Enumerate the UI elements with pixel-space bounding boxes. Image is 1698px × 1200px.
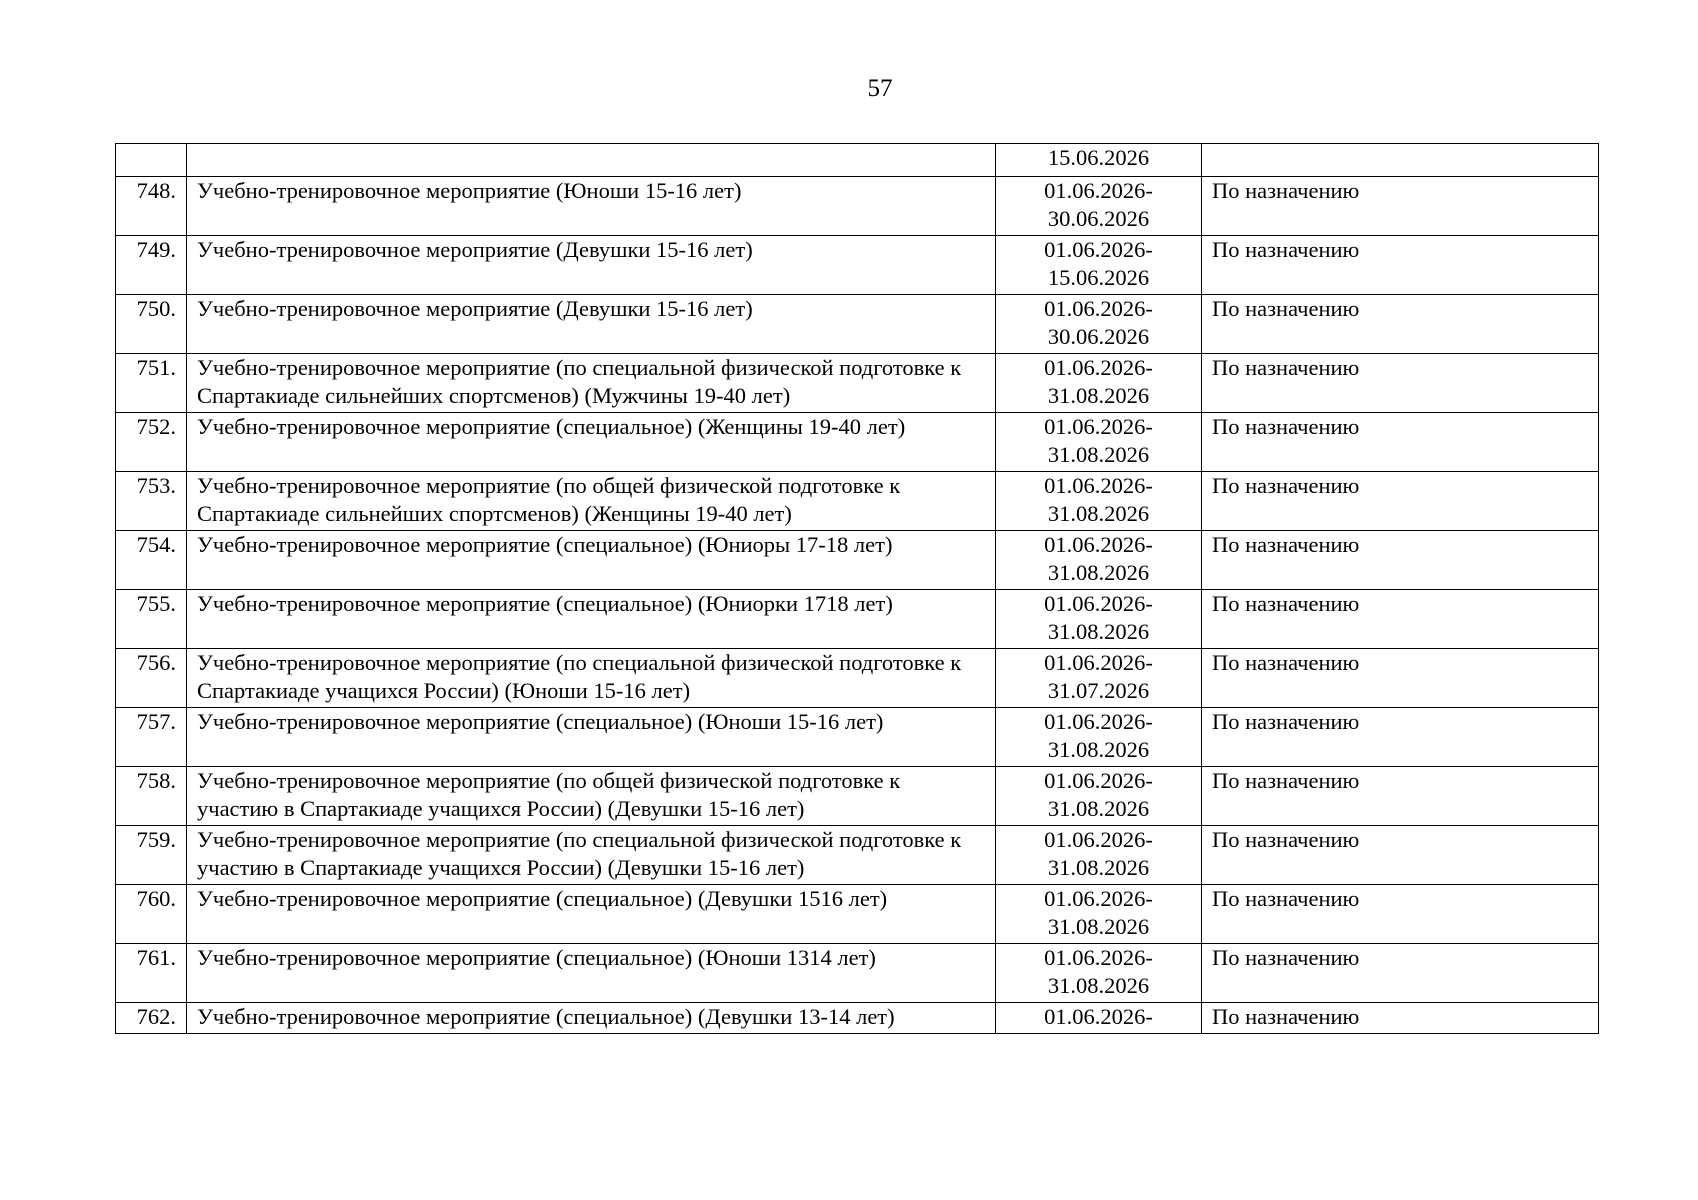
place-cell: По назначению xyxy=(1202,1003,1599,1034)
date-start: 01.06.2026- xyxy=(1044,709,1153,734)
date-end: 30.06.2026 xyxy=(1047,324,1150,349)
event-name-cell: Учебно-тренировочное мероприятие (по специальной физической подготовке к Спартакиаде сильнейших спортсменов) (Мужчины 19-40 лет) xyxy=(187,354,996,413)
row-number-cell: 762. xyxy=(116,1003,187,1034)
date-end: 31.08.2026 xyxy=(1047,796,1150,821)
place-cell: По назначению xyxy=(1202,826,1599,885)
row-number-cell: 761. xyxy=(116,944,187,1003)
place-cell: По назначению xyxy=(1202,531,1599,590)
table-row xyxy=(116,944,1599,1003)
place-cell: По назначению xyxy=(1202,590,1599,649)
date-cell xyxy=(996,590,1202,649)
date-cell xyxy=(996,885,1202,944)
event-name-cell: Учебно-тренировочное мероприятие (по специальной физической подготовке к Спартакиаде учащихся России) (Юноши 15-16 лет) xyxy=(187,649,996,708)
event-name-cell: Учебно-тренировочное мероприятие (Девушки 15-16 лет) xyxy=(187,295,996,354)
date-start: 01.06.2026- xyxy=(1044,355,1153,380)
date-end: 31.08.2026 xyxy=(1047,442,1150,467)
row-number-cell: 759. xyxy=(116,826,187,885)
table-row xyxy=(116,531,1599,590)
date-cell xyxy=(996,144,1202,177)
table-row xyxy=(116,649,1599,708)
date-cell xyxy=(996,177,1202,236)
date-cell xyxy=(996,1003,1202,1034)
date-start: 01.06.2026- xyxy=(1044,591,1153,616)
date-cell xyxy=(996,413,1202,472)
date-start: 01.06.2026- xyxy=(1044,945,1153,970)
place-cell xyxy=(1202,144,1599,177)
date-end: 31.08.2026 xyxy=(1047,914,1150,939)
row-number-cell: 749. xyxy=(116,236,187,295)
table-row xyxy=(116,413,1599,472)
row-number-cell: 757. xyxy=(116,708,187,767)
date-start: 01.06.2026- xyxy=(1044,827,1153,852)
table-row xyxy=(116,708,1599,767)
page-number: 57 xyxy=(867,75,893,102)
date-end: 31.08.2026 xyxy=(1047,383,1150,408)
place-cell: По назначению xyxy=(1202,649,1599,708)
row-number-cell: 758. xyxy=(116,767,187,826)
row-number-cell: 753. xyxy=(116,472,187,531)
date-end: 31.08.2026 xyxy=(1047,560,1150,585)
date-start: 01.06.2026- xyxy=(1044,886,1153,911)
date-end: 31.08.2026 xyxy=(1047,619,1150,644)
place-cell: По назначению xyxy=(1202,472,1599,531)
table-row xyxy=(116,767,1599,826)
date-cell xyxy=(996,708,1202,767)
date-start: 01.06.2026- xyxy=(1044,296,1153,321)
events-table xyxy=(115,143,1599,1034)
date-cell xyxy=(996,295,1202,354)
event-name-cell: Учебно-тренировочное мероприятие (специальное) (Юноши 15-16 лет) xyxy=(187,708,996,767)
date-start: 01.06.2026- xyxy=(1044,768,1153,793)
date-cell xyxy=(996,826,1202,885)
date-cell xyxy=(996,236,1202,295)
row-number-cell xyxy=(116,144,187,177)
date-cell xyxy=(996,649,1202,708)
date-start: 01.06.2026- xyxy=(1044,473,1153,498)
table-row xyxy=(116,590,1599,649)
date-cell xyxy=(996,767,1202,826)
date-start: 01.06.2026- xyxy=(1044,650,1153,675)
date-start: 01.06.2026- xyxy=(1044,178,1153,203)
date-cell xyxy=(996,944,1202,1003)
row-number-cell: 760. xyxy=(116,885,187,944)
place-cell: По назначению xyxy=(1202,236,1599,295)
date-end: 15.06.2026 xyxy=(1047,265,1150,290)
date-end: 31.07.2026 xyxy=(1047,678,1150,703)
event-name-cell xyxy=(187,144,996,177)
event-name-cell: Учебно-тренировочное мероприятие (специальное) (Девушки 13-14 лет) xyxy=(187,1003,996,1034)
row-number-cell: 756. xyxy=(116,649,187,708)
event-name-cell: Учебно-тренировочное мероприятие (по общей физической подготовке к Спартакиаде сильнейших спортсменов) (Женщины 19-40 лет) xyxy=(187,472,996,531)
date-start: 01.06.2026- xyxy=(1044,414,1153,439)
table-row-continued xyxy=(116,144,1599,177)
date-start: 01.06.2026- xyxy=(1044,532,1153,557)
table-row xyxy=(116,354,1599,413)
event-name-cell: Учебно-тренировочное мероприятие (Девушки 15-16 лет) xyxy=(187,236,996,295)
table-row xyxy=(116,177,1599,236)
date-end: 30.06.2026 xyxy=(1047,206,1150,231)
date-cell xyxy=(996,354,1202,413)
events-table-body xyxy=(116,144,1599,1034)
date-cell xyxy=(996,472,1202,531)
table-row xyxy=(116,236,1599,295)
place-cell: По назначению xyxy=(1202,177,1599,236)
date-end: 31.08.2026 xyxy=(1047,855,1150,880)
date-end: 31.08.2026 xyxy=(1047,737,1150,762)
place-cell: По назначению xyxy=(1202,767,1599,826)
row-number-cell: 752. xyxy=(116,413,187,472)
date-end: 15.06.2026 xyxy=(1047,145,1150,170)
date-end: 31.08.2026 xyxy=(1047,501,1150,526)
event-name-cell: Учебно-тренировочное мероприятие (специальное) (Женщины 19-40 лет) xyxy=(187,413,996,472)
date-end: 31.08.2026 xyxy=(1047,973,1150,998)
event-name-cell: Учебно-тренировочное мероприятие (по специальной физической подготовке к участию в Спартакиаде учащихся России) (Девушки 15-16 лет) xyxy=(187,826,996,885)
date-start: 01.06.2026- xyxy=(1044,237,1153,262)
place-cell: По назначению xyxy=(1202,295,1599,354)
place-cell: По назначению xyxy=(1202,944,1599,1003)
table-row xyxy=(116,1003,1599,1034)
place-cell: По назначению xyxy=(1202,354,1599,413)
date-cell xyxy=(996,531,1202,590)
place-cell: По назначению xyxy=(1202,413,1599,472)
event-name-cell: Учебно-тренировочное мероприятие (специальное) (Девушки 1516 лет) xyxy=(187,885,996,944)
date-start: 01.06.2026- xyxy=(1044,1004,1153,1029)
table-row xyxy=(116,885,1599,944)
place-cell: По назначению xyxy=(1202,708,1599,767)
row-number-cell: 751. xyxy=(116,354,187,413)
event-name-cell: Учебно-тренировочное мероприятие (по общей физической подготовке к участию в Спартакиаде учащихся России) (Девушки 15-16 лет) xyxy=(187,767,996,826)
table-row xyxy=(116,295,1599,354)
row-number-cell: 754. xyxy=(116,531,187,590)
event-name-cell: Учебно-тренировочное мероприятие (специальное) (Юноши 1314 лет) xyxy=(187,944,996,1003)
table-row xyxy=(116,472,1599,531)
row-number-cell: 750. xyxy=(116,295,187,354)
place-cell: По назначению xyxy=(1202,885,1599,944)
event-name-cell: Учебно-тренировочное мероприятие (Юноши 15-16 лет) xyxy=(187,177,996,236)
table-row xyxy=(116,826,1599,885)
row-number-cell: 748. xyxy=(116,177,187,236)
event-name-cell: Учебно-тренировочное мероприятие (специальное) (Юниоры 17-18 лет) xyxy=(187,531,996,590)
row-number-cell: 755. xyxy=(116,590,187,649)
event-name-cell: Учебно-тренировочное мероприятие (специальное) (Юниорки 1718 лет) xyxy=(187,590,996,649)
